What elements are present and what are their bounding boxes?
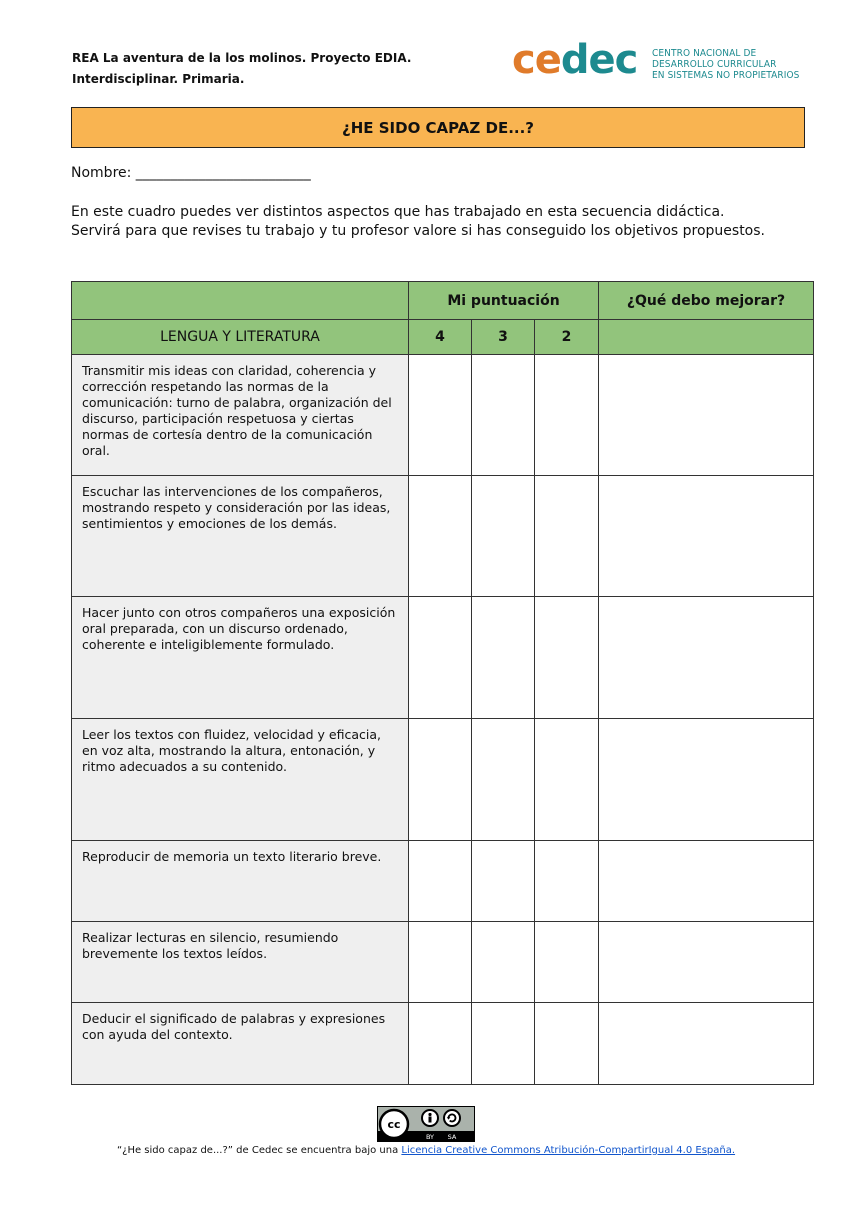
improve-cell[interactable]	[599, 922, 814, 1003]
criterion-text: Leer los textos con fluidez, velocidad y eficacia, en voz alta, mostrando la altura, entonación, y ritmo adecuados a su contenido.	[72, 719, 409, 841]
badge-by-label: BY	[425, 1133, 435, 1141]
document-header	[72, 48, 472, 90]
criterion-text: Deducir el significado de palabras y expresiones con ayuda del contexto.	[72, 1003, 409, 1085]
score-4-cell[interactable]	[409, 355, 472, 476]
header-row	[72, 282, 814, 320]
criterion-row	[72, 1003, 814, 1085]
improve-header: ¿Qué debo mejorar?	[599, 282, 814, 320]
criterion-row	[72, 841, 814, 922]
license-link[interactable]: Licencia Creative Commons Atribución-CompartirIgual 4.0 España.	[401, 1145, 736, 1156]
page-title: ¿HE SIDO CAPAZ DE...?	[71, 107, 805, 148]
score-4-cell[interactable]	[409, 719, 472, 841]
criterion-row	[72, 355, 814, 476]
empty-subheader-cell	[599, 320, 814, 355]
name-field[interactable]: Nombre: _________________________	[71, 165, 311, 181]
cc-by-sa-badge[interactable]	[377, 1106, 475, 1142]
header-line-1: REA La aventura de la los molinos. Proyecto EDIA.	[72, 51, 412, 65]
criterion-text: Reproducir de memoria un texto literario breve.	[72, 841, 409, 922]
logo-letter: c	[614, 37, 638, 83]
improve-cell[interactable]	[599, 841, 814, 922]
score-3-cell[interactable]	[472, 476, 535, 597]
criterion-row	[72, 719, 814, 841]
license-notice	[0, 1145, 852, 1156]
score-3-cell[interactable]	[472, 922, 535, 1003]
self-assessment-table	[71, 281, 814, 1085]
score-3-cell[interactable]	[472, 841, 535, 922]
criterion-text: Escuchar las intervenciones de los compañeros, mostrando respeto y consideración por las ideas, sentimientos y emociones de los demás.	[72, 476, 409, 597]
criterion-text: Hacer junto con otros compañeros una exposición oral preparada, con un discurso ordenado, coherente e inteligiblemente formulado.	[72, 597, 409, 719]
subject-label: LENGUA Y LITERATURA	[72, 320, 409, 355]
score-2-cell[interactable]	[535, 1003, 599, 1085]
logo-letter: c	[512, 37, 535, 83]
score-2-cell[interactable]	[535, 922, 599, 1003]
score-3-label: 3	[472, 320, 535, 355]
intro-paragraph: En este cuadro puedes ver distintos aspectos que has trabajado en esta secuencia didáctica. Servirá para que revises tu trabajo y tu profesor valore si has conseguido los objetivos propuestos.	[71, 204, 765, 239]
score-2-label: 2	[535, 320, 599, 355]
criterion-row	[72, 922, 814, 1003]
cc-badge-graphic	[378, 1107, 474, 1141]
license-badge-wrapper	[0, 1106, 852, 1145]
logo-letter: e	[588, 37, 615, 83]
logo-letter: e	[534, 37, 561, 83]
score-3-cell[interactable]	[472, 355, 535, 476]
score-header: Mi puntuación	[409, 282, 599, 320]
score-2-cell[interactable]	[535, 841, 599, 922]
score-4-cell[interactable]	[409, 1003, 472, 1085]
improve-cell[interactable]	[599, 1003, 814, 1085]
subheader-row	[72, 320, 814, 355]
improve-cell[interactable]	[599, 476, 814, 597]
score-4-cell[interactable]	[409, 476, 472, 597]
score-4-cell[interactable]	[409, 922, 472, 1003]
score-4-cell[interactable]	[409, 841, 472, 922]
improve-cell[interactable]	[599, 597, 814, 719]
cedec-logo	[512, 37, 812, 88]
svg-text:cc: cc	[387, 1118, 401, 1131]
score-2-cell[interactable]	[535, 597, 599, 719]
score-2-cell[interactable]	[535, 719, 599, 841]
logo-subtitle	[652, 48, 822, 81]
score-4-cell[interactable]	[409, 597, 472, 719]
logo-subtitle-line: DESARROLLO CURRICULAR	[652, 59, 777, 70]
improve-cell[interactable]	[599, 355, 814, 476]
empty-header-cell	[72, 282, 409, 320]
score-3-cell[interactable]	[472, 719, 535, 841]
logo-letter: d	[560, 37, 589, 83]
badge-sa-label: SA	[447, 1133, 457, 1141]
header-line-2: Interdisciplinar. Primaria.	[72, 72, 245, 86]
logo-subtitle-line: EN SISTEMAS NO PROPIETARIOS	[652, 70, 800, 81]
license-text: “¿He sido capaz de...?” de Cedec se encuentra bajo una	[116, 1145, 402, 1156]
criterion-text: Transmitir mis ideas con claridad, coherencia y corrección respetando las normas de la comunicación: turno de palabra, organización del discurso, participación respetuosa y ciertas normas de cortesía dentro de la comunicación oral.	[72, 355, 409, 476]
improve-cell[interactable]	[599, 719, 814, 841]
score-4-label: 4	[409, 320, 472, 355]
score-2-cell[interactable]	[535, 355, 599, 476]
criterion-text: Realizar lecturas en silencio, resumiendo brevemente los textos leídos.	[72, 922, 409, 1003]
criterion-row	[72, 476, 814, 597]
criterion-row	[72, 597, 814, 719]
score-3-cell[interactable]	[472, 597, 535, 719]
logo-subtitle-line: CENTRO NACIONAL DE	[652, 48, 757, 59]
logo-wordmark	[512, 38, 637, 82]
score-3-cell[interactable]	[472, 1003, 535, 1085]
score-2-cell[interactable]	[535, 476, 599, 597]
sa-share-icon	[444, 1110, 460, 1126]
